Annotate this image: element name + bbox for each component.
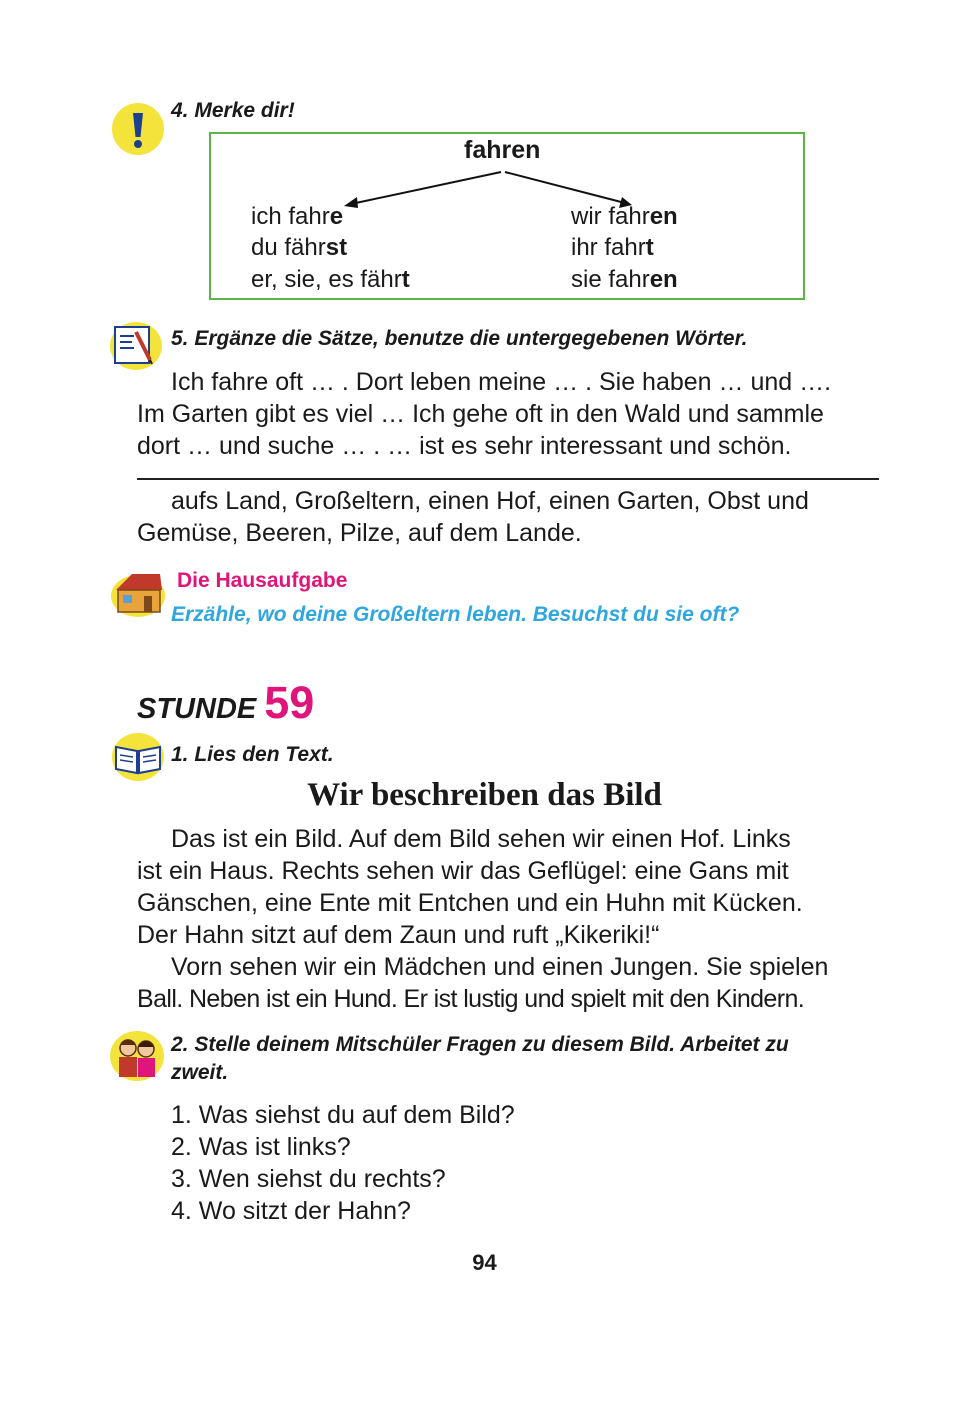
conjugation-box <box>209 132 805 300</box>
conjugation-right-3: sie fahren <box>571 266 678 293</box>
reading-text-line: Vorn sehen wir ein Mädchen und einen Jungen. Sie spielen <box>171 953 829 981</box>
house-icon <box>110 566 166 618</box>
conjugation-verb: fahren <box>464 136 541 164</box>
question-item: 2. Was ist links? <box>171 1133 351 1161</box>
exercise-1-title: 1. Lies den Text. <box>171 743 334 766</box>
exercise-5-line: dort … und suche … . … ist es sehr interessant und schön. <box>137 432 792 460</box>
reading-text-line: Das ist ein Bild. Auf dem Bild sehen wir einen Hof. Links <box>171 825 791 853</box>
lesson-heading <box>137 677 314 729</box>
lesson-number: 59 <box>264 677 315 728</box>
conjugation-right-2: ihr fahrt <box>571 234 654 261</box>
homework-title: Die Hausaufgabe <box>177 569 348 592</box>
word-list <box>137 485 879 549</box>
notebook-pen-icon <box>110 322 162 370</box>
exercise-5-title: 5. Ergänze die Sätze, benutze die untergegebenen Wörter. <box>171 327 748 350</box>
question-item: 4. Wo sitzt der Hahn? <box>171 1197 411 1225</box>
word-list-line: aufs Land, Großeltern, einen Hof, einen Garten, Obst und <box>171 487 809 515</box>
exercise-4-title: 4. Merke dir! <box>171 99 295 122</box>
reading-text-line: Der Hahn sitzt auf dem Zaun und ruft „Kikeriki!“ <box>137 921 660 949</box>
question-item: 1. Was siehst du auf dem Bild? <box>171 1101 515 1129</box>
open-book-icon <box>112 733 164 781</box>
exercise-5-line: Ich fahre oft … . Dort leben meine … . Sie haben … und …. <box>171 368 832 396</box>
reading-text-line: Gänschen, eine Ente mit Entchen und ein Huhn mit Kücken. <box>137 889 803 917</box>
reading-text-line: ist ein Haus. Rechts sehen wir das Geflügel: eine Gans mit <box>137 857 789 885</box>
exercise-2-title <box>171 1031 883 1087</box>
exercise-5-text <box>137 366 879 462</box>
lesson-word: STUNDE <box>137 693 257 725</box>
conjugation-left-3: er, sie, es fährt <box>251 266 410 293</box>
divider-line <box>137 478 879 480</box>
conjugation-right-1: wir fahren <box>571 203 678 230</box>
word-list-line: Gemüse, Beeren, Pilze, auf dem Lande. <box>137 519 582 547</box>
homework-text: Erzähle, wo deine Großeltern leben. Besuchst du sie oft? <box>171 603 740 626</box>
question-item: 3. Wen siehst du rechts? <box>171 1165 446 1193</box>
page-number: 94 <box>472 1250 497 1275</box>
exercise-2-title-line: 2. Stelle deinem Mitschüler Fragen zu diesem Bild. Arbeitet zu <box>171 1033 789 1056</box>
reading-text-line: Ball. Neben ist ein Hund. Er ist lustig und spielt mit den Kindern. <box>137 985 805 1013</box>
exercise-2-title-line: zweit. <box>171 1061 229 1084</box>
reading-text <box>137 823 879 1015</box>
conjugation-left-1: ich fahre <box>251 203 344 230</box>
text-title: Wir beschreiben das Bild <box>307 777 662 813</box>
exclamation-icon <box>112 103 164 155</box>
two-children-icon <box>110 1031 164 1081</box>
conjugation-left-2: du fährst <box>251 234 348 261</box>
exercise-5-line: Im Garten gibt es viel … Ich gehe oft in den Wald und sammle <box>137 400 824 428</box>
